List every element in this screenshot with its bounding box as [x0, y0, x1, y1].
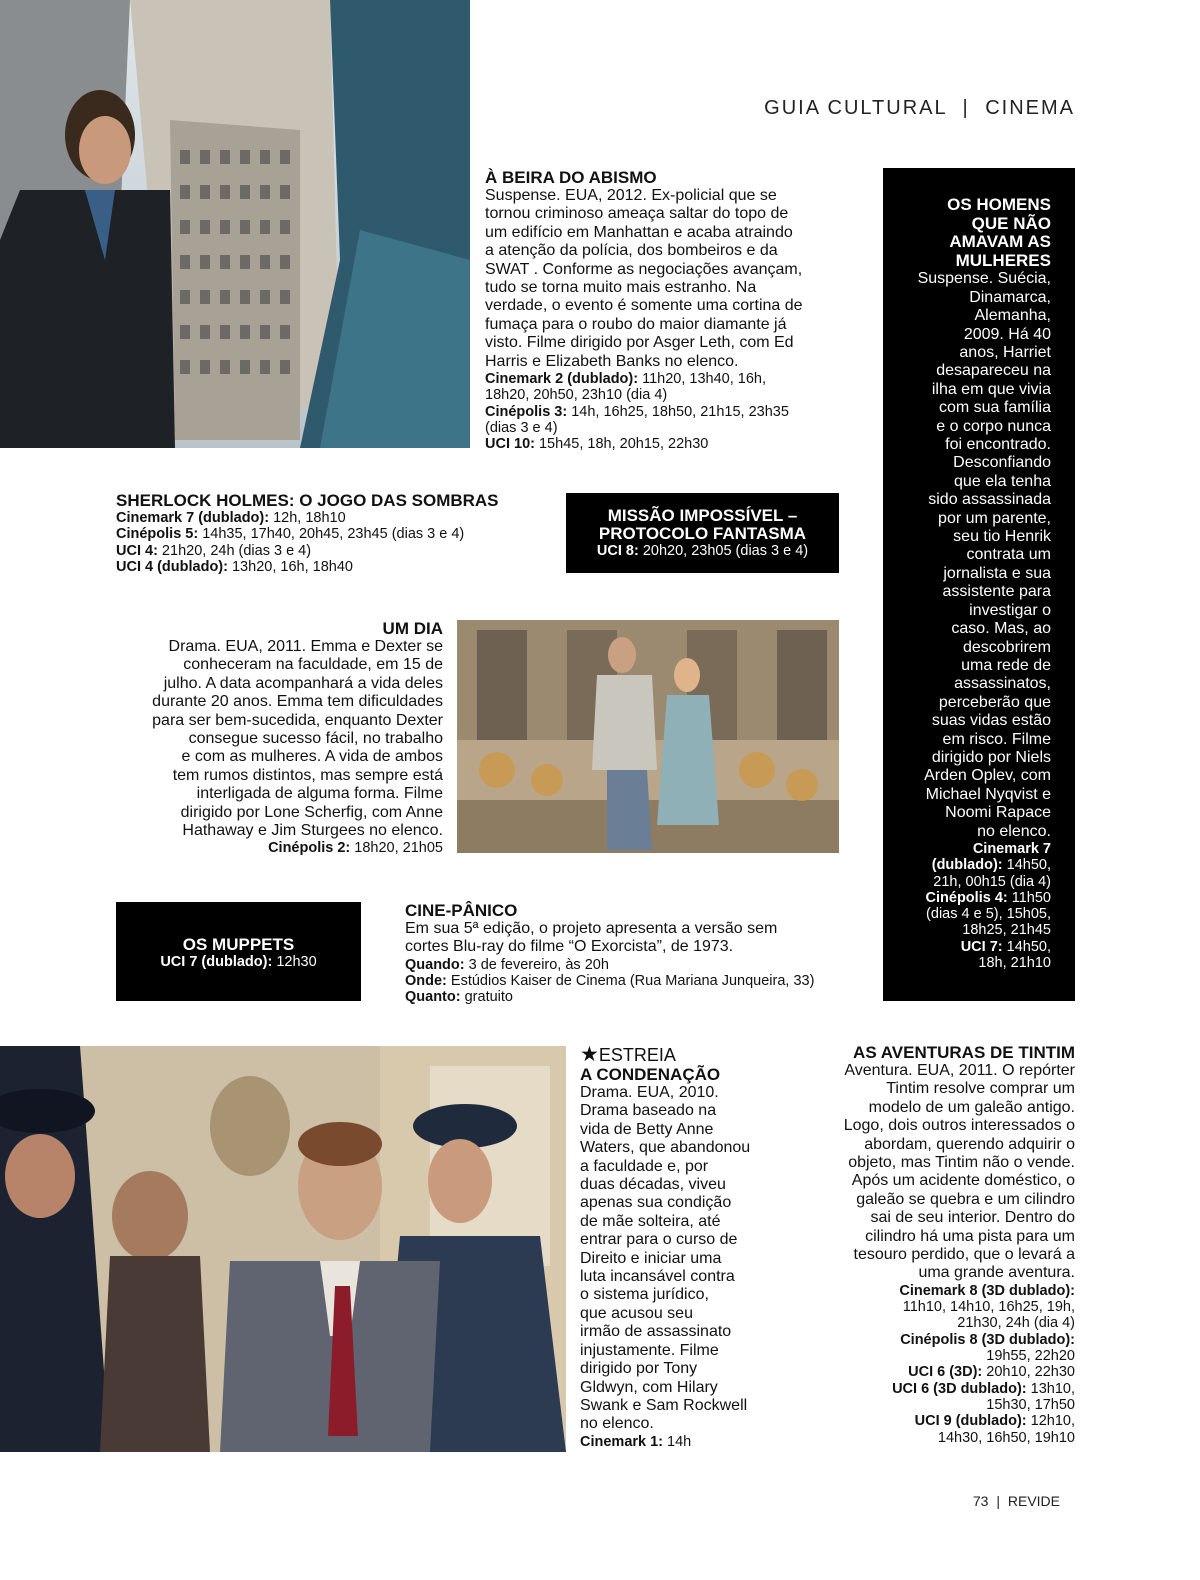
page-number: 73	[972, 1493, 989, 1509]
article-abismo	[485, 168, 855, 453]
umdia-body: Drama. EUA, 2011. Emma e Dexter se conheceram na faculdade, em 15 de julho. A data acompanhará a vida deles durante 20 anos. Emma tem dificuldades para ser bem-sucedida, enquanto Dexter consegue sucesso fácil, no trabalho e com as mulheres. A vida de ambos tem rumos distintos, mas sempre está interligada de alguma forma. Filme dirigido por Lone Scherfig, com Anne Hathaway e Jim Sturgees no elenco.	[152, 638, 443, 840]
umdia-session: Cinépolis 2: 18h20, 21h05	[268, 840, 443, 857]
article-sherlock	[116, 491, 556, 575]
tintim-sessions: Cinemark 8 (3D dublado): 11h10, 14h10, 16h25, 19h, 21h30, 24h (dia 4) Cinépolis 8 (3D dublado): 19h55, 22h20 UCI 6 (3D): 20h10, 22h30 UCI 6 (3D dublado): 13h10, 15h30, 17h50 UCI 9 (dublado): 12h10, 14h30, 16h50, 19h10	[892, 1282, 1075, 1446]
condenacao-title: A CONDENAÇÃO	[580, 1065, 721, 1084]
cinepanico-details: Quando: 3 de fevereiro, às 20h Onde: Estúdios Kaiser de Cinema (Rua Mariana Junqueira, 33) Quanto: gratuito	[405, 956, 815, 1006]
homens-title: OS HOMENS QUE NÃO AMAVAM AS MULHERES	[947, 195, 1051, 270]
article-missao	[566, 493, 839, 573]
missao-session: UCI 8: 20h20, 23h05 (dias 3 e 4)	[596, 543, 809, 559]
article-umdia	[110, 619, 443, 857]
condenacao-body: Drama. EUA, 2010. Drama baseado na vida de Betty Anne Waters, que abandonou a faculdade e, por duas décadas, viveu apenas sua condição de mãe solteira, até entrar para o curso de Direito e iniciar uma luta incansável contra o sistema jurídico, que acusou seu irmão de assassinato injustamente. Filme dirigido por Tony Gldwyn, com Hilary Swank e Sam Rockwell no elenco.	[580, 1084, 751, 1433]
article-cinepanico	[405, 901, 865, 1006]
article-homens	[883, 168, 1075, 1001]
muppets-title: OS MUPPETS	[182, 935, 295, 954]
sherlock-title: SHERLOCK HOLMES: O JOGO DAS SOMBRAS	[116, 491, 499, 510]
cinepanico-body: Em sua 5ª edição, o projeto apresenta a versão sem cortes Blu-ray do filme “O Exorcista”, de 1973.	[405, 920, 778, 956]
section-name: GUIA CULTURAL	[764, 97, 947, 119]
header-separator: |	[962, 97, 970, 119]
star-icon: ★	[580, 1043, 599, 1066]
homens-body: Suspense. Suécia, Dinamarca, Alemanha, 2009. Há 40 anos, Harriet desapareceu na ilha em que vivia com sua família e o corpo nunca foi encontrado. Desconfiando que ela tenha sido assassinada por um parente, seu tio Henrik contrata um jornalista e sua assistente para investigar o caso. Mas, ao descobrirem uma rede de assassinatos, perceberão que suas vidas estão em risco. Filme dirigido por Niels Arden Oplev, com Michael Nyqvist e Noomi Rapace no elenco.	[917, 270, 1051, 840]
subsection-name: CINEMA	[985, 97, 1075, 119]
article-muppets	[116, 902, 361, 1001]
muppets-session: UCI 7 (dublado): 12h30	[160, 954, 317, 970]
abismo-photo	[0, 0, 470, 448]
sherlock-sessions: Cinemark 7 (dublado): 12h, 18h10 Cinépolis 5: 14h35, 17h40, 20h45, 23h45 (dias 3 e 4) UCI 4: 21h20, 24h (dias 3 e 4) UCI 4 (dublado): 13h20, 16h, 18h40	[116, 510, 465, 575]
condenacao-photo	[0, 1046, 566, 1452]
section-header	[700, 97, 1075, 120]
abismo-sessions: Cinemark 2 (dublado): 11h20, 13h40, 16h, 18h20, 20h50, 23h10 (dia 4) Cinépolis 3: 14h, 16h25, 18h50, 21h15, 23h35 (dias 3 e 4) UCI 10: 15h45, 18h, 20h15, 22h30	[485, 371, 789, 453]
condenacao-kicker: ★ESTREIA	[580, 1043, 676, 1066]
missao-title: MISSÃO IMPOSSÍVEL – PROTOCOLO FANTASMA	[598, 506, 807, 543]
article-condenacao	[580, 1045, 800, 1450]
abismo-title: À BEIRA DO ABISMO	[485, 168, 657, 187]
article-tintim	[800, 1043, 1075, 1446]
umdia-title: UM DIA	[382, 619, 443, 638]
page-footer	[900, 1493, 1060, 1509]
cinepanico-title: CINE-PÂNICO	[405, 901, 518, 920]
footer-separator: |	[996, 1493, 1000, 1509]
homens-sessions: Cinemark 7 (dublado): 14h50, 21h, 00h15 (dia 4) Cinépolis 4: 11h50 (dias 4 e 5), 15h05, 18h25, 21h45 UCI 7: 14h50, 18h, 21h10	[925, 840, 1051, 972]
condenacao-session: Cinemark 1: 14h	[580, 1433, 692, 1450]
magazine-name: REVIDE	[1007, 1493, 1060, 1509]
tintim-body: Aventura. EUA, 2011. O repórter Tintim resolve comprar um modelo de um galeão antigo. Logo, dois outros interessados o abordam, querendo adquirir o objeto, mas Tintim não o vende. Após um acidente doméstico, o galeão se quebra e um cilindro sai de seu interior. Dentro do cilindro há uma pista para um tesouro perdido, que o levará a uma grande aventura.	[843, 1062, 1075, 1282]
abismo-body: Suspense. EUA, 2012. Ex-policial que se tornou criminoso ameaça saltar do topo de um edifício em Manhattan e acaba atraindo a atenção da polícia, dos bombeiros e da SWAT . Conforme as negociações avançam, tudo se torna muito mais estranho. Na verdade, o evento é somente uma cortina de fumaça para o roubo do maior diamante já visto. Filme dirigido por Asger Leth, com Ed Harris e Elizabeth Banks no elenco.	[485, 187, 803, 370]
umdia-photo	[457, 620, 839, 853]
tintim-title: AS AVENTURAS DE TINTIM	[853, 1043, 1075, 1062]
